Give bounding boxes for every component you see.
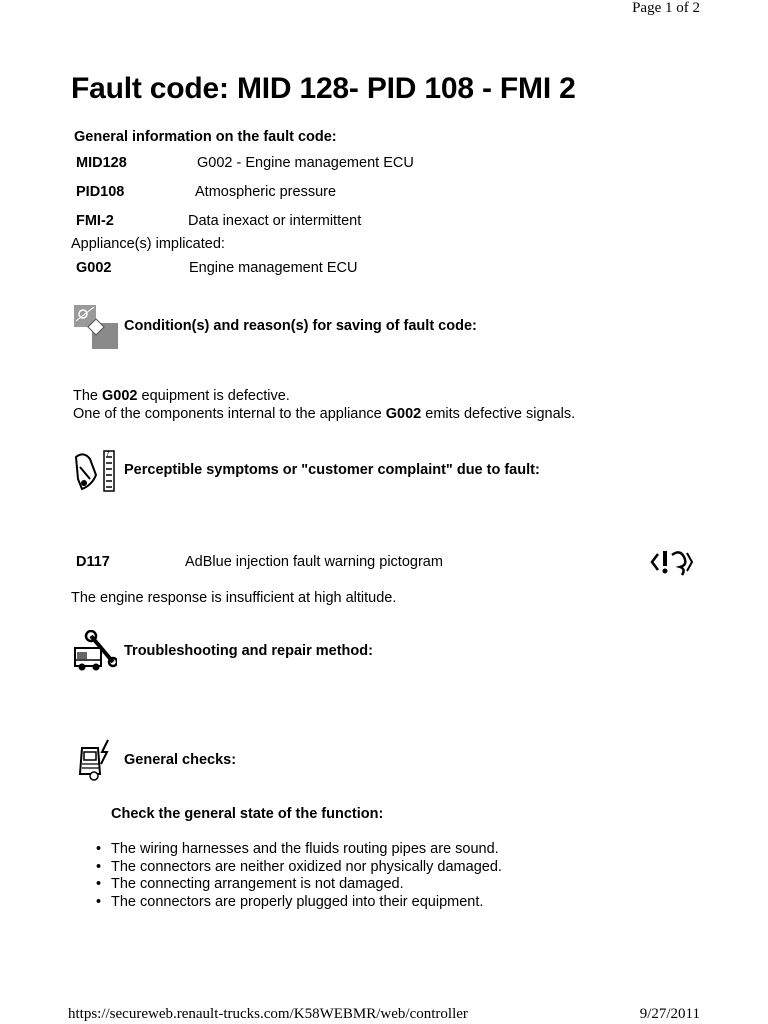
- footer-url: https://secureweb.renault-trucks.com/K58WEBMR/web/controller: [68, 1006, 468, 1022]
- page-title: Fault code: MID 128- PID 108 - FMI 2: [71, 72, 576, 105]
- list-item: • The connectors are neither oxidized nor physically damaged.: [96, 859, 502, 877]
- conditions-heading: Condition(s) and reason(s) for saving of fault code:: [124, 318, 477, 334]
- customer-complaint-icon: [72, 449, 116, 493]
- footer-date: 9/27/2011: [639, 1006, 700, 1022]
- info-desc-mid: G002 - Engine management ECU: [197, 155, 414, 171]
- appliance-desc: Engine management ECU: [189, 260, 358, 276]
- symptom-note: The engine response is insufficient at high altitude.: [71, 590, 397, 606]
- troubleshooting-heading: Troubleshooting and repair method:: [124, 643, 373, 659]
- repair-wrench-truck-icon: [73, 630, 117, 674]
- general-checks-subheading: Check the general state of the function:: [111, 806, 384, 822]
- appliances-label: Appliance(s) implicated:: [71, 236, 225, 252]
- appliance-code: G002: [76, 260, 112, 276]
- fault-condition-icon: [74, 305, 118, 349]
- info-code-mid: MID128: [76, 155, 127, 171]
- conditions-line-2: One of the components internal to the appliance G002 emits defective signals.: [73, 406, 576, 422]
- svg-text:?: ?: [106, 450, 110, 458]
- info-code-pid: PID108: [76, 184, 125, 200]
- adblue-warning-icon: [650, 545, 694, 579]
- symptom-code: D117: [76, 554, 110, 570]
- list-item: • The wiring harnesses and the fluids routing pipes are sound.: [96, 841, 502, 859]
- info-desc-fmi: Data inexact or intermittent: [188, 213, 362, 229]
- symptoms-heading: Perceptible symptoms or "customer complaint" due to fault:: [124, 462, 540, 478]
- conditions-line-1: The G002 equipment is defective.: [73, 388, 290, 404]
- info-code-fmi: FMI-2: [76, 213, 114, 229]
- info-desc-pid: Atmospheric pressure: [195, 184, 337, 200]
- general-checks-heading: General checks:: [124, 752, 237, 768]
- page-indicator: Page 1 of 2: [632, 0, 700, 16]
- list-item: • The connectors are properly plugged into their equipment.: [96, 894, 502, 912]
- general-info-heading: General information on the fault code:: [74, 129, 337, 145]
- checks-list: [96, 841, 502, 911]
- general-check-truck-icon: [74, 738, 118, 782]
- symptom-desc: AdBlue injection fault warning pictogram: [185, 554, 443, 570]
- list-item: • The connecting arrangement is not damaged.: [96, 876, 502, 894]
